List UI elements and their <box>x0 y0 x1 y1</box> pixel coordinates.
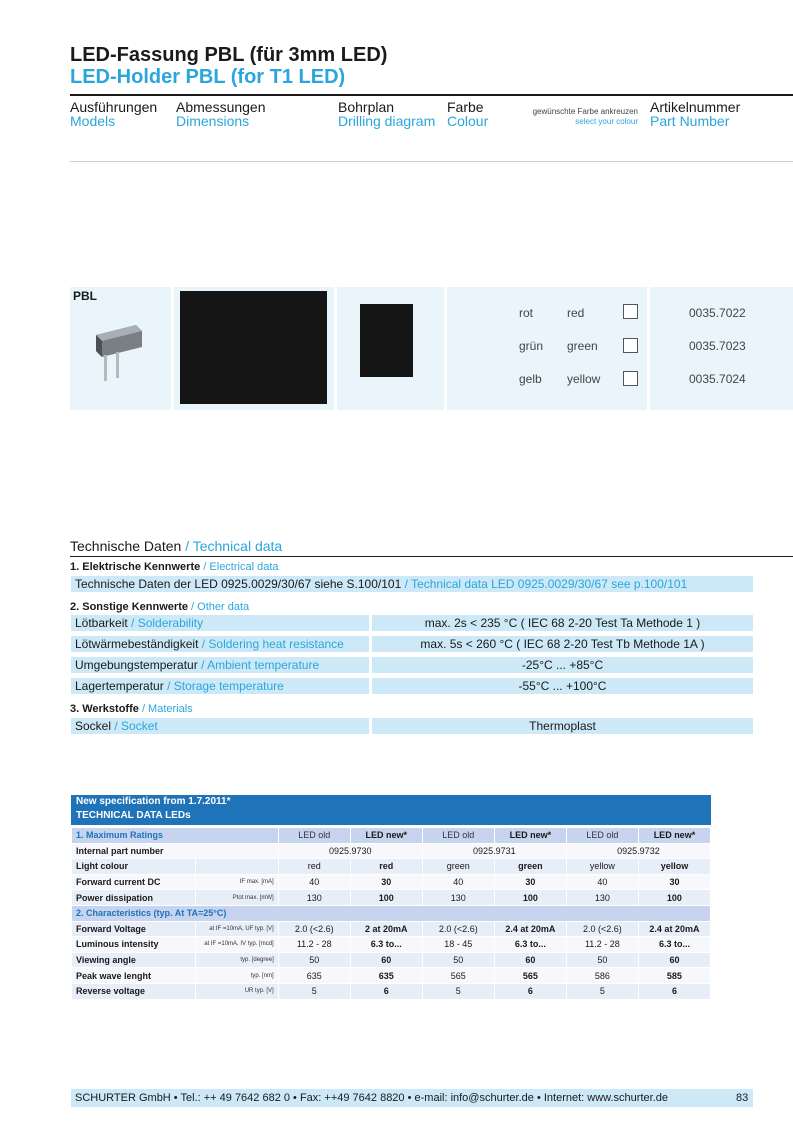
variant-red-en: red <box>567 306 585 320</box>
electrical-data-heading: 1. Elektrische Kennwerte / Electrical data <box>70 561 279 573</box>
part-number-green: 0035.7023 <box>689 339 746 353</box>
technical-data-title: Technische Daten / Technical data <box>70 538 283 554</box>
page-subtitle: LED-Holder PBL (for T1 LED) <box>70 66 346 88</box>
other-data-value: -55°C ... +100°C <box>372 678 753 694</box>
checkbox-yellow[interactable] <box>623 371 638 386</box>
header-drilling: Bohrplan Drilling diagram <box>338 99 436 129</box>
variant-red-de: rot <box>519 306 534 320</box>
other-data-value: max. 2s < 235 °C ( IEC 68 2-20 Test Ta Methode 1 ) <box>372 615 753 631</box>
table-row: Forward Voltage at IF =10mA, UF typ. [V] 2.0 (<2.6) 2 at 20mA 2.0 (<2.6) 2.4 at 20mA 2.0 (<2.6) 2.4 at 20mA <box>72 921 711 937</box>
checkbox-red[interactable] <box>623 304 638 319</box>
other-data-value: -25°C ... +85°C <box>372 657 753 673</box>
led-data-table <box>71 827 711 1000</box>
other-data-label: Lötwärmebeständigkeit / Soldering heat resistance <box>71 636 369 652</box>
header-rule <box>70 94 793 96</box>
variant-yellow-de: gelb <box>519 372 542 386</box>
led-holder-image <box>76 317 156 387</box>
table-row: Viewing angle typ. [degree] 50 60 50 60 50 60 <box>72 952 711 968</box>
table-row: Luminous intensity at IF =10mA, IV typ. [mcd] 11.2 - 28 6.3 to... 18 - 45 6.3 to... 11.2 - 28 6.3 to... <box>72 937 711 953</box>
model-name: PBL <box>73 289 97 303</box>
materials-value: Thermoplast <box>372 718 753 734</box>
table-row: Power dissipation Ptot max. [mW] 130 100 130 100 130 100 <box>72 890 711 906</box>
header-divider <box>70 161 793 162</box>
page-title: LED-Fassung PBL (für 3mm LED) <box>70 44 388 66</box>
drilling-drawing <box>360 304 413 377</box>
table-section-row: 2. Characteristics (typ. At TA=25°C) <box>72 905 711 921</box>
materials-heading: 3. Werkstoffe / Materials <box>70 703 193 715</box>
header-models: Ausführungen Models <box>70 99 158 129</box>
technical-rule <box>70 556 793 557</box>
table-row: Internal part number 0925.9730 0925.9731 0925.9732 <box>72 843 711 859</box>
other-data-label: Lötbarkeit / Solderability <box>71 615 369 631</box>
table-row: Forward current DC IF max. [mA] 40 30 40 30 40 30 <box>72 874 711 890</box>
table-section-row: 1. Maximum Ratings LED old LED new* LED old LED new* LED old LED new* <box>72 828 711 844</box>
header-select-colour: gewünschte Farbe ankreuzen select your colour <box>532 107 638 126</box>
materials-label: Sockel / Socket <box>71 718 369 734</box>
header-part-number: Artikelnummer Part Number <box>650 99 741 129</box>
footer-contact: SCHURTER GmbH • Tel.: ++ 49 7642 682 0 • Fax: ++49 7642 8820 • e-mail: info@schurter.de • Internet: www.schurter.de <box>71 1089 753 1107</box>
drilling-cell <box>337 287 444 410</box>
table-row: Reverse voltage UR typ. [V] 5 6 5 6 5 6 <box>72 983 711 999</box>
colour-cell <box>447 287 647 410</box>
page-number: 83 <box>736 1092 749 1104</box>
part-number-yellow: 0035.7024 <box>689 372 746 386</box>
part-number-red: 0035.7022 <box>689 306 746 320</box>
variant-green-en: green <box>567 339 598 353</box>
table-row: Light colour red red green green yellow yellow <box>72 859 711 875</box>
led-table-header: New specification from 1.7.2011* TECHNICAL DATA LEDs <box>71 795 711 825</box>
variant-yellow-en: yellow <box>567 372 601 386</box>
model-cell <box>70 287 171 410</box>
other-data-label: Lagertemperatur / Storage temperature <box>71 678 369 694</box>
table-row: Peak wave lenght typ. [nm] 635 635 565 565 586 585 <box>72 968 711 984</box>
other-data-label: Umgebungstemperatur / Ambient temperature <box>71 657 369 673</box>
electrical-data-row: Technische Daten der LED 0925.0029/30/67 siehe S.100/101 / Technical data LED 0925.0029/30/67 see p.100/101 <box>71 576 753 592</box>
header-colour: Farbe Colour <box>447 99 489 129</box>
checkbox-green[interactable] <box>623 338 638 353</box>
other-data-heading: 2. Sonstige Kennwerte / Other data <box>70 601 250 613</box>
other-data-value: max. 5s < 260 °C ( IEC 68 2-20 Test Tb Methode 1A ) <box>372 636 753 652</box>
header-dimensions: Abmessungen Dimensions <box>176 99 266 129</box>
dimensions-drawing <box>180 291 327 404</box>
dimensions-cell <box>174 287 334 410</box>
variant-green-de: grün <box>519 339 544 353</box>
